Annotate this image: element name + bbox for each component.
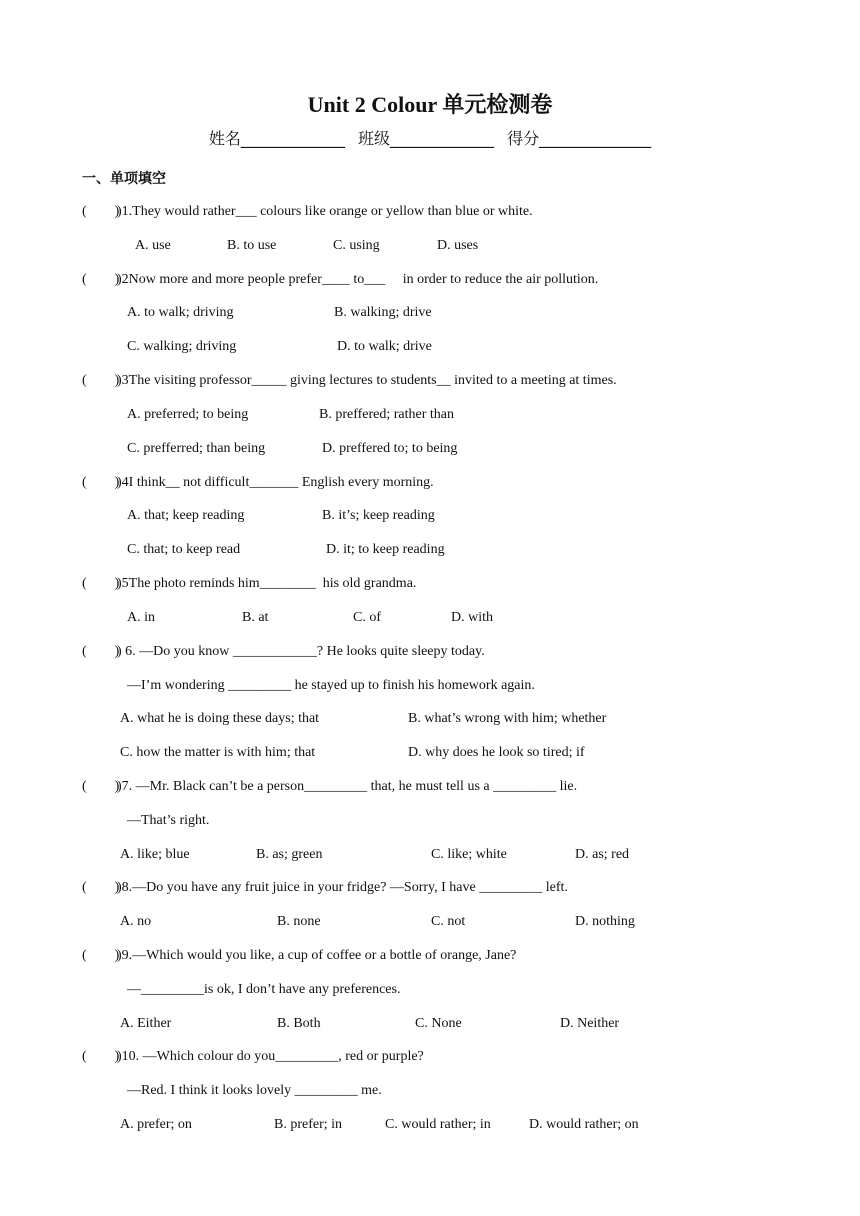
answer-bracket: ( ) bbox=[82, 576, 120, 591]
option: C. prefferred; than being bbox=[127, 441, 266, 456]
question-stem-continued: —I’m wondering _________ he stayed up to finish his homework again. bbox=[127, 678, 535, 693]
option: C. of bbox=[353, 610, 381, 625]
option: C. using bbox=[333, 238, 380, 253]
question-stem: )9.—Which would you like, a cup of coffee or a bottle of orange, Jane? bbox=[117, 948, 517, 963]
option: C. walking; driving bbox=[127, 339, 237, 354]
option: B. none bbox=[277, 914, 321, 929]
option: D. it; to keep reading bbox=[326, 542, 445, 557]
option: B. to use bbox=[227, 238, 277, 253]
question-stem: )8.—Do you have any fruit juice in your fridge? —Sorry, I have _________ left. bbox=[117, 880, 568, 895]
option: A. preferred; to being bbox=[127, 407, 249, 422]
option: C. how the matter is with him; that bbox=[120, 745, 316, 760]
option: B. walking; drive bbox=[334, 305, 432, 320]
option: A. use bbox=[135, 238, 171, 253]
option: B. preffered; rather than bbox=[319, 407, 455, 422]
option: C. not bbox=[431, 914, 466, 929]
option: C. like; white bbox=[431, 847, 507, 862]
option: C. that; to keep read bbox=[127, 542, 241, 557]
option: C. would rather; in bbox=[385, 1117, 491, 1132]
option: A. no bbox=[120, 914, 152, 929]
question-stem: )10. —Which colour do you_________, red or purple? bbox=[117, 1049, 424, 1064]
option: B. prefer; in bbox=[274, 1117, 343, 1132]
question-stem: )2Now more and more people prefer____ to___ in order to reduce the air pollution. bbox=[117, 272, 599, 287]
class-field: 班级_____________ bbox=[357, 129, 494, 148]
question-stem: )7. —Mr. Black can’t be a person_________ that, he must tell us a _________ lie. bbox=[117, 779, 578, 794]
option: A. Either bbox=[120, 1016, 172, 1031]
option: B. Both bbox=[277, 1016, 321, 1031]
answer-bracket: ( ) bbox=[82, 475, 120, 490]
option: D. preffered to; to being bbox=[322, 441, 458, 456]
student-info-line bbox=[0, 126, 860, 149]
option: D. why does he look so tired; if bbox=[408, 745, 585, 760]
option: A. like; blue bbox=[120, 847, 190, 862]
option: B. as; green bbox=[256, 847, 323, 862]
option: D. uses bbox=[437, 238, 479, 253]
answer-bracket: ( ) bbox=[82, 272, 120, 287]
question-stem: )4I think__ not difficult_______ English every morning. bbox=[117, 475, 434, 490]
question-stem: )3The visiting professor_____ giving lectures to students__ invited to a meeting at times. bbox=[117, 373, 617, 388]
option: B. at bbox=[242, 610, 269, 625]
answer-bracket: ( ) bbox=[82, 373, 120, 388]
option: A. to walk; driving bbox=[127, 305, 234, 320]
option: A. that; keep reading bbox=[127, 508, 245, 523]
question-stem-continued: —That’s right. bbox=[127, 813, 210, 828]
question-stem-continued: —Red. I think it looks lovely _________ me. bbox=[127, 1083, 382, 1098]
option: D. nothing bbox=[575, 914, 635, 929]
question-stem: )5The photo reminds him________ his old grandma. bbox=[117, 576, 417, 591]
option: D. with bbox=[451, 610, 493, 625]
answer-bracket: ( ) bbox=[82, 948, 120, 963]
question-stem-continued: —_________is ok, I don’t have any preferences. bbox=[127, 982, 401, 997]
option: C. None bbox=[415, 1016, 462, 1031]
option: B. what’s wrong with him; whether bbox=[408, 711, 607, 726]
score-field: 得分______________ bbox=[507, 129, 652, 148]
answer-bracket: ( ) bbox=[82, 644, 120, 659]
page-title: Unit 2 Colour 单元检测卷 bbox=[307, 92, 553, 117]
option: B. it’s; keep reading bbox=[322, 508, 435, 523]
answer-bracket: ( ) bbox=[82, 880, 120, 895]
name-field: 姓名_____________ bbox=[208, 129, 345, 148]
option: A. what he is doing these days; that bbox=[120, 711, 320, 726]
section-title: 一、单项填空 bbox=[82, 171, 166, 187]
option: D. as; red bbox=[575, 847, 630, 862]
answer-bracket: ( ) bbox=[82, 779, 120, 794]
option: D. Neither bbox=[560, 1016, 620, 1031]
option: A. prefer; on bbox=[120, 1117, 192, 1132]
question-stem: ) 6. —Do you know ____________? He looks quite sleepy today. bbox=[117, 644, 485, 659]
answer-bracket: ( ) bbox=[82, 1049, 120, 1064]
option: D. to walk; drive bbox=[337, 339, 432, 354]
option: A. in bbox=[127, 610, 155, 625]
answer-bracket: ( ) bbox=[82, 204, 120, 219]
option: D. would rather; on bbox=[529, 1117, 639, 1132]
question-stem: )1.They would rather___ colours like orange or yellow than blue or white. bbox=[117, 204, 533, 219]
